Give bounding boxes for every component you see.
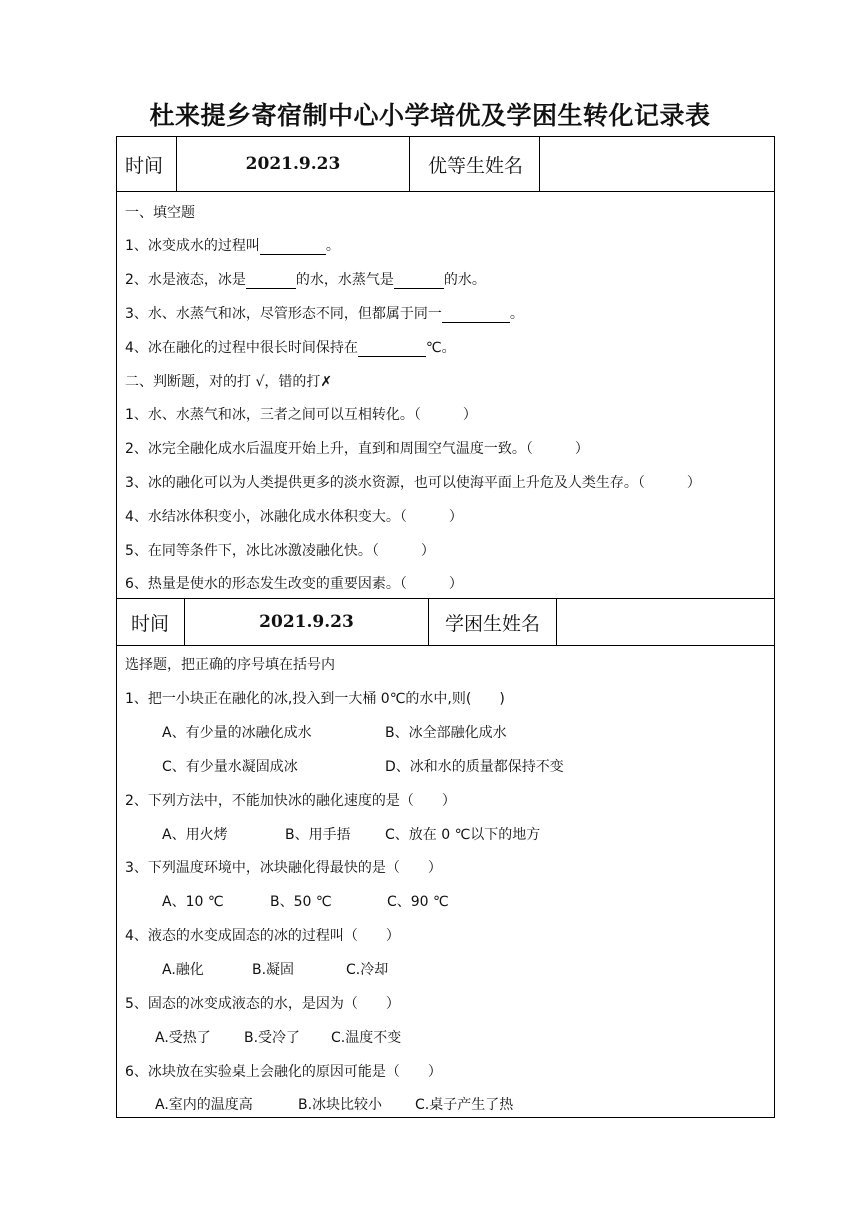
fill-question-3: 3、水、水蒸气和冰，尽管形态不同，但都属于同一 。 bbox=[125, 306, 524, 322]
name-label-cell bbox=[429, 599, 557, 645]
option: C.桌子产生了热 bbox=[415, 1097, 514, 1113]
option: C.温度不变 bbox=[331, 1030, 402, 1046]
option: B.受冷了 bbox=[244, 1030, 301, 1046]
option: A.室内的温度高 bbox=[155, 1097, 253, 1113]
option: B、50 ℃ bbox=[270, 894, 332, 910]
time-label-cell bbox=[117, 137, 177, 191]
date-value: 2021.9.23 bbox=[259, 612, 354, 632]
blank[interactable] bbox=[442, 306, 510, 323]
option: A、有少量的冰融化成水 bbox=[162, 725, 312, 741]
blank[interactable] bbox=[358, 340, 426, 357]
option: D、冰和水的质量都保持不变 bbox=[385, 759, 564, 775]
fill-heading: 一、填空题 bbox=[125, 205, 195, 221]
choice-heading: 选择题，把正确的序号填在括号内 bbox=[125, 657, 335, 673]
choice-question-5: 5、固态的冰变成液态的水，是因为（ ） bbox=[125, 996, 400, 1012]
date-value: 2021.9.23 bbox=[245, 154, 341, 174]
choice-question-6: 6、冰块放在实验桌上会融化的原因可能是（ ） bbox=[125, 1064, 442, 1080]
choice-question-3: 3、下列温度环境中，冰块融化得最快的是（ ） bbox=[125, 860, 442, 876]
fill-question-4: 4、冰在融化的过程中很长时间保持在 ℃。 bbox=[125, 340, 456, 356]
blank[interactable] bbox=[260, 238, 326, 255]
judge-question: 4、水结冰体积变小，冰融化成水体积变大。（ ） bbox=[125, 509, 463, 525]
judge-question: 3、冰的融化可以为人类提供更多的淡水资源，也可以使海平面上升危及人类生存。（ ） bbox=[125, 475, 701, 491]
option: C、有少量水凝固成冰 bbox=[162, 759, 298, 775]
date-cell bbox=[177, 137, 410, 191]
date-cell bbox=[185, 599, 429, 645]
judge-question: 6、热量是使水的形态发生改变的重要因素。（ ） bbox=[125, 576, 463, 592]
page-title: 杜来提乡寄宿制中心小学培优及学困生转化记录表 bbox=[149, 101, 711, 130]
choice-question-1: 1、把一小块正在融化的冰,投入到一大桶 0℃的水中,则( ) bbox=[125, 691, 505, 707]
option: B.冰块比较小 bbox=[298, 1097, 383, 1113]
struggling-student-name-label: 学困生姓名 bbox=[445, 612, 541, 635]
time-label-cell bbox=[117, 599, 185, 645]
struggling-student-name-field[interactable] bbox=[557, 599, 774, 645]
option: A、10 ℃ bbox=[162, 894, 224, 910]
option: A.融化 bbox=[162, 962, 204, 978]
judge-question: 1、水、水蒸气和冰，三者之间可以互相转化。（ ） bbox=[125, 407, 477, 423]
option: B.凝固 bbox=[252, 962, 295, 978]
fill-question-2: 2、水是液态，冰是 的水，水蒸气是 的水。 bbox=[125, 272, 486, 288]
top-student-name-label: 优等生姓名 bbox=[428, 154, 524, 177]
judge-question: 2、冰完全融化成水后温度开始上升，直到和周围空气温度一致。（ ） bbox=[125, 441, 589, 457]
option: C、放在 0 ℃以下的地方 bbox=[385, 827, 541, 843]
option: C、90 ℃ bbox=[387, 894, 449, 910]
time-label: 时间 bbox=[131, 612, 170, 635]
choice-question-2: 2、下列方法中，不能加快冰的融化速度的是（ ） bbox=[125, 793, 456, 809]
top-student-name-field[interactable] bbox=[540, 137, 774, 191]
header-row-top-student bbox=[117, 137, 774, 192]
option: C.冷却 bbox=[346, 962, 389, 978]
option: A.受热了 bbox=[155, 1030, 211, 1046]
choice-question-4: 4、液态的水变成固态的冰的过程叫（ ） bbox=[125, 928, 400, 944]
blank[interactable] bbox=[394, 272, 444, 289]
option: B、用手捂 bbox=[285, 827, 351, 843]
option: B、冰全部融化成水 bbox=[385, 725, 507, 741]
header-row-struggling-student bbox=[117, 598, 774, 646]
fill-question-1: 1、冰变成水的过程叫 。 bbox=[125, 238, 340, 254]
option: A、用火烤 bbox=[162, 827, 228, 843]
judge-question: 5、在同等条件下，冰比冰激凌融化快。（ ） bbox=[125, 543, 435, 559]
judge-heading: 二、判断题，对的打 √，错的打✗ bbox=[125, 374, 333, 390]
record-table bbox=[116, 136, 775, 1118]
time-label: 时间 bbox=[125, 154, 164, 177]
blank[interactable] bbox=[246, 272, 296, 289]
name-label-cell bbox=[410, 137, 540, 191]
